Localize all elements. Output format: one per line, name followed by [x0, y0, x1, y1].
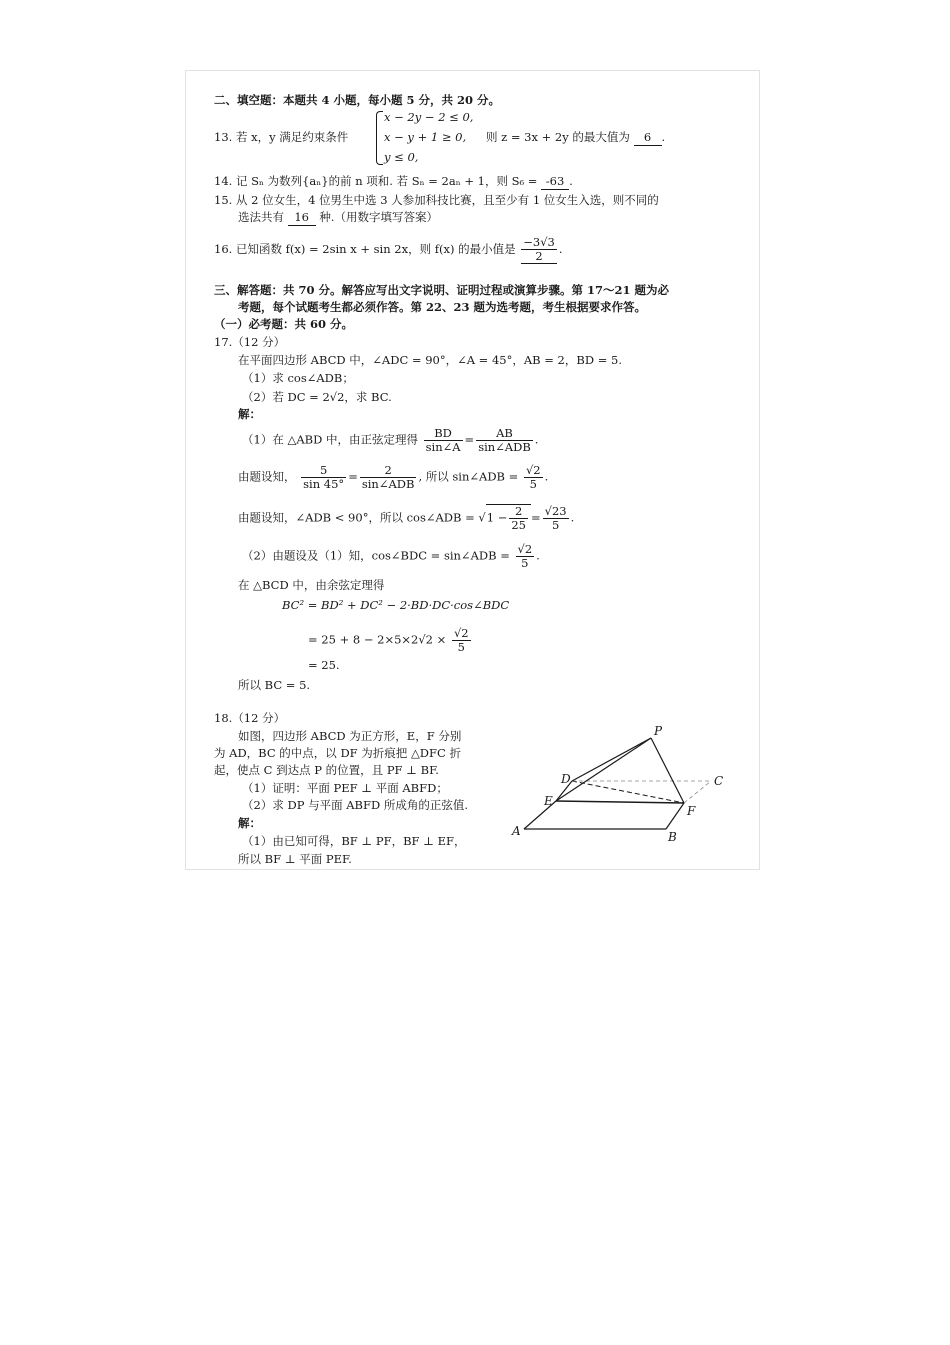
edge-fc-dashed: [684, 781, 711, 803]
q18-step-2: 所以 BF ⊥ 平面 PEF.: [238, 852, 352, 866]
frac-den: 5: [457, 640, 465, 654]
frac-root2-over-5: [524, 464, 543, 491]
q17-step-2: 由题设知， $\frac{5}{\sin 45^\circ}$ = $\frac{2}{\text{sin∠ADB}}$ , 所以 sin∠ADB = $\frac{√2}{5}$ .: [238, 463, 549, 491]
q17-step-7: [308, 627, 473, 654]
frac-num: √2: [517, 542, 533, 556]
frac-num: √2: [525, 463, 541, 477]
q17-step-4-text: （2）由题设及（1）知，cos∠BDC = sin∠ADB =: [242, 548, 510, 563]
frac-2-over-sinadb: [360, 464, 417, 491]
q17-step-3-text: 由题设知，∠ADB < 90°，所以 cos∠ADB =: [238, 510, 475, 525]
frac-root2-over-5-b: [516, 543, 535, 570]
q17-jie: 解：: [238, 407, 261, 421]
section2-heading: 二、填空题：本题共 4 小题，每小题 5 分，共 20 分。: [214, 93, 501, 107]
q16-answer-num: −3√3: [523, 235, 555, 249]
q13-stem: 13. 若 x，y 满足约束条件: [214, 130, 349, 144]
frac-num: 2: [509, 505, 528, 519]
label-d: D: [561, 772, 571, 786]
frac-den: 25: [511, 518, 526, 532]
q17-part1: （1）求 cos∠ADB；: [242, 371, 354, 385]
frac-den: sin∠ADB: [478, 440, 531, 454]
frac-den: 5: [551, 518, 560, 532]
q18-line-1: 如图，四边形 ABCD 为正方形，E，F 分别: [238, 729, 462, 743]
q18-part1: （1）证明：平面 PEF ⊥ 平面 ABFD；: [242, 781, 448, 795]
q17-step-9: 所以 BC = 5.: [238, 678, 311, 692]
frac-root23-over-5: [543, 505, 569, 532]
q18-title: 18.（12 分）: [214, 711, 286, 725]
frac-den: sin 45°: [303, 477, 345, 491]
frac-den: 5: [521, 556, 529, 570]
label-e: E: [544, 794, 553, 808]
label-b: B: [668, 830, 677, 844]
frac-bd-over-sina: [424, 427, 463, 454]
edge-bf: [666, 803, 684, 829]
label-f: F: [687, 804, 696, 818]
q17-step-1: （1）在 △ABD 中，由正弦定理得 $\frac{BD}{\sin\angle A}$ = $\frac{AB}{\text{sin∠ADB}}$ .: [242, 426, 539, 454]
q17-step-2-text: 由题设知，: [238, 469, 296, 484]
q18-part2: （2）求 DP 与平面 ABFD 所成角的正弦值.: [242, 798, 469, 812]
q16-answer: [521, 236, 557, 264]
edge-ep: [556, 738, 651, 801]
q17-part2: （2）若 DC = 2√2，求 BC.: [242, 390, 392, 404]
edge-dp: [572, 738, 651, 781]
q15-answer: 16: [288, 210, 316, 226]
q18-line-2: 为 AD，BC 的中点，以 DF 为折痕把 △DFC 折: [214, 746, 461, 760]
q17-step-6: BC² = BD² + DC² − 2·BD·DC·cos∠BDC: [282, 598, 510, 612]
label-a: A: [512, 824, 521, 838]
q13-constraint-3: y ≤ 0,: [384, 150, 419, 164]
q18-step-1: （1）由已知可得，BF ⊥ PF，BF ⊥ EF，: [242, 834, 466, 848]
q17-step-8: = 25.: [308, 658, 340, 672]
q13-constraint-2: x − y + 1 ≥ 0,: [384, 130, 467, 144]
frac-num: √23: [544, 504, 567, 518]
edge-df-dashed: [572, 781, 684, 803]
frac-ab-over-sinadb: [476, 427, 533, 454]
q14: 14. 记 Sₙ 为数列{aₙ}的前 n 项和. 若 Sₙ = 2aₙ + 1，则 S₆ = -63 .: [214, 174, 573, 188]
q15-line-1: 15. 从 2 位女生，4 位男生中选 3 人参加科技比赛，且至少有 1 位女生入选，则不同的: [214, 193, 659, 207]
edge-pf: [651, 738, 684, 803]
frac-den: 5: [529, 477, 537, 491]
q14-answer: -63: [541, 174, 569, 190]
q13-answer: 6: [634, 130, 662, 146]
section3-line-1: 三、解答题：共 70 分。解答应写出文字说明、证明过程或演算步骤。第 17～21 题为必: [214, 283, 670, 297]
q16-answer-den: 2: [535, 249, 543, 263]
frac-num: √2: [453, 626, 469, 640]
q15-line-2: [238, 210, 438, 226]
q17-step-2-conclusion: 所以 sin∠ADB =: [425, 469, 519, 484]
frac-num: 5: [301, 464, 346, 478]
q13-tail: 则 z = 3x + 2y 的最大值为 6 .: [486, 130, 666, 144]
q15-line-2b: 种.（用数字填写答案）: [319, 210, 438, 224]
section3-sub: （一）必考题：共 60 分。: [214, 317, 354, 331]
q13-constraint-1: x − 2y − 2 ≤ 0,: [384, 110, 474, 124]
label-p: P: [654, 724, 663, 738]
frac-5-over-sin45: [301, 464, 346, 491]
constraint-brace: [376, 111, 383, 165]
q14-stem: 14. 记 Sₙ 为数列{aₙ}的前 n 项和. 若 Sₙ = 2aₙ + 1，则 S₆ =: [214, 174, 538, 188]
q17-given: 在平面四边形 ABCD 中，∠ADC = 90°，∠A = 45°，AB = 2，BD = 5.: [238, 353, 622, 367]
q18-line-3: 起，使点 C 到达点 P 的位置，且 PF ⊥ BF.: [214, 763, 439, 777]
sqrt-radicand: [486, 504, 531, 532]
q16: 16. 已知函数 f(x) = 2sin x + sin 2x，则 f(x) 的最小值是 $\frac{-3√3}{2}$ .: [214, 235, 563, 263]
frac-den: sin∠A: [425, 440, 461, 454]
q17-step-5: 在 △BCD 中，由余弦定理得: [238, 578, 385, 592]
exam-page: [185, 70, 760, 870]
edge-ef: [556, 801, 684, 803]
frac-den: sin∠ADB: [361, 477, 415, 491]
frac-num: BD: [424, 427, 463, 441]
frac-num: AB: [476, 427, 533, 441]
q17-step-1-text: （1）在 △ABD 中，由正弦定理得: [242, 432, 418, 447]
q17-title: 17.（12 分）: [214, 335, 286, 349]
q13-tail-text: 则 z = 3x + 2y 的最大值为: [486, 130, 630, 144]
q16-stem: 16. 已知函数 f(x) = 2sin x + sin 2x，则 f(x) 的最小值是: [214, 242, 516, 256]
label-c: C: [714, 774, 724, 788]
q15-line-2a: 选法共有: [238, 210, 284, 224]
q18-jie: 解：: [238, 816, 261, 830]
fold-figure: [506, 721, 736, 846]
frac-root2-over-5-c: [452, 627, 471, 654]
sqrt-one-minus: 1 −: [486, 510, 508, 525]
q17-step-3: 由题设知，∠ADB < 90°，所以 cos∠ADB = √1 − $\frac{2}{25}$ = $\frac{√23}{5}$ .: [238, 504, 575, 532]
q17-step-4: （2）由题设及（1）知，cos∠BDC = sin∠ADB = $\frac{√2}{5}$ .: [242, 542, 540, 570]
q17-step-7-text: = 25 + 8 − 2×5×2√2 ×: [308, 632, 447, 647]
frac-num: 2: [360, 464, 417, 478]
frac-2-over-25: [509, 505, 528, 532]
section3-line-2: 考题，每个试题考生都必须作答。第 22、23 题为选考题，考生根据要求作答。: [238, 300, 647, 314]
